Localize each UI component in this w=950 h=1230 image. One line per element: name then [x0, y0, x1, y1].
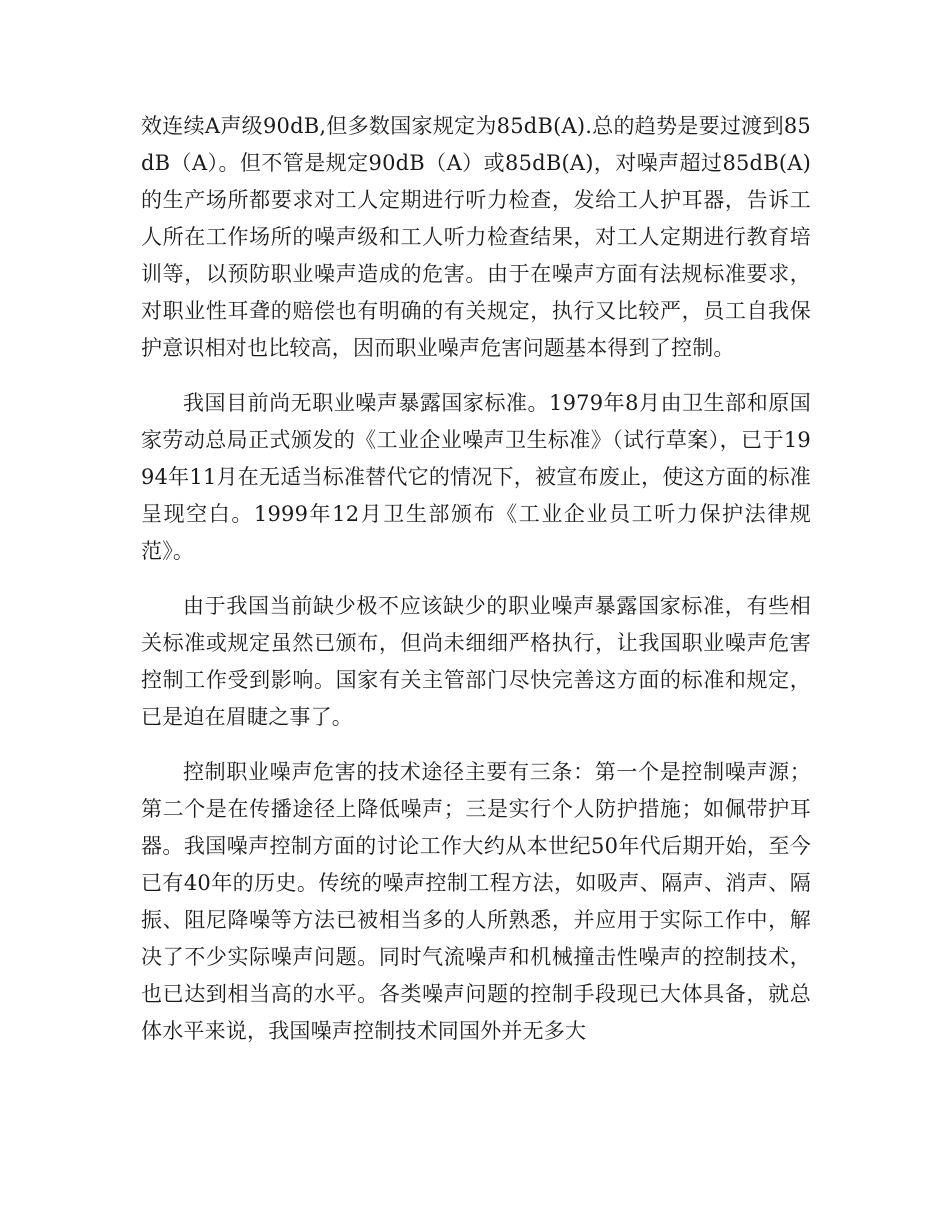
- paragraph-gap: [141, 570, 811, 588]
- paragraph-3: 由于我国当前缺少极不应该缺少的职业噪声暴露国家标准，有些相关标准或规定虽然已颁布，但尚未细细严格执行，让我国职业噪声危害控制工作受到影响。国家有关主管部门尽快完善这方面的标准和规定，已是迫在眉睫之事了。: [141, 594, 811, 729]
- paragraph-4: 控制职业噪声危害的技术途径主要有三条：第一个是控制噪声源；第二个是在传播途径上降低噪声；三是实行个人防护措施；如佩带护耳器。我国噪声控制方面的讨论工作大约从本世纪50年代后期开始，至今已有40年的历史。传统的噪声控制工程方法，如吸声、隔声、消声、隔振、阻尼降噪等方法已被相当多的人所熟悉，并应用于实际工作中，解决了不少实际噪声问题。同时气流噪声和机械撞击性噪声的控制技术，也已达到相当高的水平。各类噪声问题的控制手段现已大体具备，就总体水平来说，我国噪声控制技术同国外并无多大: [141, 760, 811, 1043]
- document-page: [141, 108, 811, 1050]
- paragraph-gap: [141, 367, 811, 385]
- paragraph-2: 我国目前尚无职业噪声暴露国家标准。1979年8月由卫生部和原国家劳动总局正式颁发的《工业企业噪声卫生标准》（试行草案），已于1994年11月在无适当标准替代它的情况下，被宣布废止，使这方面的标准呈现空白。1999年12月卫生部颁布《工业企业员工听力保护法律规范》。: [141, 391, 811, 563]
- paragraph-gap: [141, 736, 811, 754]
- paragraph-1: 效连续A声级90dB,但多数国家规定为85dB(A).总的趋势是要过渡到85dB（A）。但不管是规定90dB（A）或85dB(A)，对噪声超过85dB(A)的生产场所都要求对工人定期进行听力检查，发给工人护耳器，告诉工人所在工作场所的噪声级和工人听力检查结果，对工人定期进行教育培训等，以预防职业噪声造成的危害。由于在噪声方面有法规标准要求，对职业性耳聋的赔偿也有明确的有关规定，执行又比较严，员工自我保护意识相对也比较高，因而职业噪声危害问题基本得到了控制。: [141, 114, 811, 360]
